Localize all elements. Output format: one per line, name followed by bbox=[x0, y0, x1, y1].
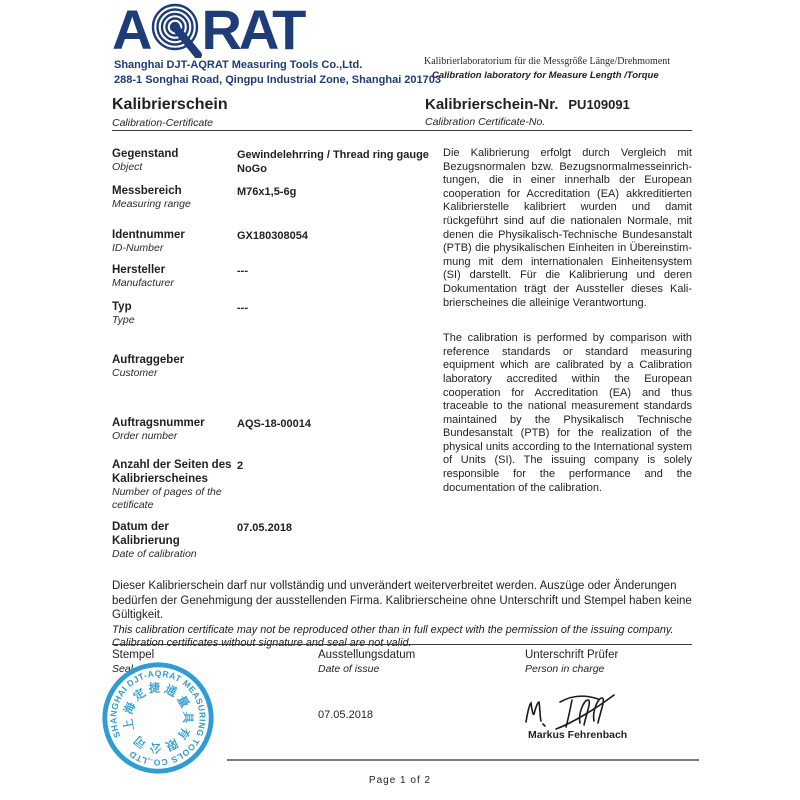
traceability-paragraph-en: The calibration is performed by comparison with reference standards or standard measuring equipment which are calibrated by a Calibration laboratory accredited within the European cooperation for Accreditation (EA) and thus traceable to the national measurement standards maintained by the Physikalisch Technische Bundesanstalt (PTB) for the realization of the physical units according to the International system of Units (SI). The issuing company is solely responsible for the performance and the documentation of the calibration. bbox=[443, 332, 692, 494]
field-label-en: Number of pages of the cetificate bbox=[112, 486, 222, 511]
company-address: 288-1 Songhai Road, Qingpu Industrial Zone, Shanghai 201703 bbox=[114, 74, 442, 86]
field-value bbox=[237, 353, 438, 380]
lab-designation-en: Calibration laboratory for Measure Length /Torque bbox=[432, 70, 659, 81]
field-row-measuring-range bbox=[112, 184, 438, 211]
field-value: GX180308054 bbox=[237, 230, 308, 242]
disclaimer-en: This calibration certificate may not be reproduced other than in full expect with the permission of the issuing company. Calibration certificates without signature and seal are not valid. bbox=[112, 623, 674, 649]
traceability-text-block bbox=[443, 147, 692, 495]
company-logo bbox=[112, 0, 304, 61]
header-divider bbox=[112, 130, 692, 131]
disclaimer-de: Dieser Kalibrierschein darf nur vollständig und unverändert weiterverbreitet werden. Auszüge oder Änderungen bedürfen der Genehmigung der ausstellenden Firma. Kalibrierscheine ohne Unterschrift und Stempel haben keine Gültigkeit. bbox=[112, 580, 692, 621]
field-row-calibration-date bbox=[112, 520, 438, 561]
certificate-number-value: PU109091 bbox=[568, 97, 630, 112]
field-row-type bbox=[112, 300, 438, 327]
certificate-number-label: Kalibrierschein-Nr. bbox=[425, 96, 559, 113]
field-label-en: Date of calibration bbox=[112, 548, 197, 560]
field-label-en: Measuring range bbox=[112, 198, 191, 210]
document-title-de: Kalibrierschein bbox=[112, 96, 228, 113]
field-row-pages bbox=[112, 458, 438, 512]
signer-name: Markus Fehrenbach bbox=[528, 729, 628, 741]
issue-date-label-block bbox=[318, 649, 415, 675]
field-label-en: Manufacturer bbox=[112, 277, 174, 289]
seal-label-de: Stempel bbox=[112, 649, 155, 661]
signature-label-block bbox=[525, 649, 618, 675]
field-value: M76x1,5-6g bbox=[237, 186, 297, 198]
field-row-order-number bbox=[112, 416, 438, 443]
certificate-number-block bbox=[425, 96, 630, 128]
stamp-outer-text: SHANGHAI DJT-AQRAT MEASURING TOOLS CO.,LTD bbox=[108, 668, 208, 768]
lab-designation bbox=[424, 56, 670, 81]
company-info bbox=[114, 58, 441, 88]
field-label-en: Type bbox=[112, 314, 135, 326]
page-number: Page 1 of 2 bbox=[368, 775, 432, 786]
document-title-block bbox=[112, 96, 228, 129]
company-name: Shanghai DJT-AQRAT Measuring Tools Co.,Ltd. bbox=[114, 59, 363, 71]
traceability-paragraph-de: Die Kalibrierung erfolgt durch Vergleich mit Bezugsnormalen bzw. Bezugsnormalmesseinrich- tungen, die in einer innerhalb der European cooperation for Accreditation (EA) akkreditierten Kalibrierstelle kalibriert wurden und damit rückgeführt sind auf die nationalen Normale, mit denen die Physikalisch-Technische Bundesanstalt (PTB) die physikalischen Einheiten in Übereinstim- mung mit dem internationalen Einheitensystem (SI) darstellt. Für die Kalibrierung und deren Dokumentation trägt der Aussteller dieses Kali- brierscheines die alleinige Verantwortung. bbox=[443, 147, 692, 309]
field-value: 2 bbox=[237, 460, 244, 472]
seal-label-en: Seal bbox=[112, 663, 134, 675]
signature-line bbox=[227, 759, 699, 761]
document-title-en: Calibration-Certificate bbox=[112, 117, 213, 129]
logo-letter-a: A bbox=[112, 0, 150, 61]
company-seal-stamp bbox=[80, 640, 235, 795]
logo-spiral-icon bbox=[147, 2, 205, 58]
field-value: --- bbox=[237, 265, 248, 277]
stamp-inner-text: 上海定捷通量具有限公司 bbox=[120, 680, 196, 756]
field-label-de: Hersteller bbox=[112, 264, 166, 276]
field-column bbox=[112, 147, 438, 561]
field-label-de: Auftragsnummer bbox=[112, 417, 205, 429]
disclaimer-block bbox=[112, 579, 694, 650]
field-value: Gewindelehrring / Thread ring gauge NoGo bbox=[237, 149, 429, 175]
issue-date-value: 07.05.2018 bbox=[318, 709, 374, 721]
field-label-en: ID-Number bbox=[112, 242, 164, 254]
field-label-en: Customer bbox=[112, 367, 158, 379]
field-row-customer bbox=[112, 353, 438, 380]
field-label-de: Identnummer bbox=[112, 229, 185, 241]
lab-designation-de: Kalibrierlaboratorium für die Messgröße Länge/Drehmoment bbox=[424, 56, 671, 67]
field-row-id-number bbox=[112, 228, 438, 255]
issue-date-label-de: Ausstellungsdatum bbox=[318, 649, 416, 661]
field-label-de: Messbereich bbox=[112, 185, 182, 197]
field-label-de: Typ bbox=[112, 301, 132, 313]
field-value: 07.05.2018 bbox=[237, 522, 293, 534]
field-label-de: Auftraggeber bbox=[112, 354, 185, 366]
field-row-manufacturer bbox=[112, 263, 438, 290]
field-label-en: Object bbox=[112, 161, 143, 173]
issue-date-label-en: Date of issue bbox=[318, 663, 380, 675]
footer-divider bbox=[112, 644, 692, 645]
field-label-de: Anzahl der Seiten des Kalibrierscheines bbox=[112, 459, 232, 485]
signature-label-en: Person in charge bbox=[525, 663, 605, 675]
certificate-number-sublabel: Calibration Certificate-No. bbox=[425, 116, 546, 128]
field-row-object bbox=[112, 147, 438, 176]
logo-letter-rat: RAT bbox=[201, 0, 304, 61]
field-label-de: Gegenstand bbox=[112, 148, 179, 160]
field-label-en: Order number bbox=[112, 430, 178, 442]
field-value: --- bbox=[237, 302, 248, 314]
signature-label-de: Unterschrift Prüfer bbox=[525, 649, 619, 661]
field-label-de: Datum der Kalibrierung bbox=[112, 521, 180, 547]
field-value: AQS-18-00014 bbox=[237, 418, 311, 430]
